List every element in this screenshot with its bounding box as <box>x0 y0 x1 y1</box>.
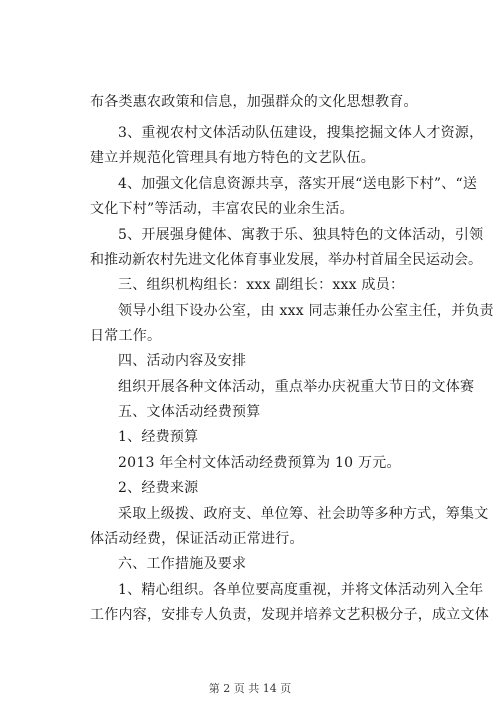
paragraph-line: 5、开展强身健体、寓教于乐、独具特色的文体活动，引领 <box>118 227 484 243</box>
paragraph-line: 体活动经费，保证活动正常进行。 <box>90 531 304 547</box>
paragraph-line: 采取上级拨、政府支、单位筹、社会助等多种方式，筹集文 <box>118 506 489 522</box>
paragraph-line: 文化下村”等活动，丰富农民的业余生活。 <box>90 201 354 217</box>
paragraph-line: 布各类惠农政策和信息，加强群众的文化思想教育。 <box>90 94 418 110</box>
paragraph-line: 工作内容，安排专人负责，发现并培养文艺积极分子，成立文体 <box>90 607 489 623</box>
paragraph-line: 建立并规范化管理具有地方特色的文艺队伍。 <box>90 150 375 166</box>
section-heading: 三、组织机构组长：xxx 副组长：xxx 成员： <box>118 277 405 293</box>
section-heading: 六、工作措施及要求 <box>118 556 247 572</box>
section-heading: 五、文体活动经费预算 <box>118 404 261 420</box>
page-number-footer: 第 2 页 共 14 页 <box>208 682 292 695</box>
paragraph-line: 3、重视农村文体活动队伍建设，搜集挖掘文体人才资源， <box>118 125 484 141</box>
paragraph-line: 4、加强文化信息资源共享，落实开展“送电影下村”、“送 <box>118 176 478 192</box>
paragraph-line: 日常工作。 <box>90 328 162 344</box>
section-heading: 2、经费来源 <box>118 480 199 496</box>
section-heading: 四、活动内容及安排 <box>118 353 247 369</box>
paragraph-line: 2013 年全村文体活动经费预算为 10 万元。 <box>118 455 401 471</box>
paragraph-line: 领导小组下设办公室，由 xxx 同志兼任办公室主任，并负责 <box>118 303 494 319</box>
paragraph-line: 组织开展各种文体活动，重点举办庆祝重大节日的文体赛 <box>118 379 475 395</box>
paragraph-line: 和推动新农村先进文化体育事业发展，举办村首届全民运动会。 <box>90 252 482 268</box>
paragraph-line: 1、精心组织。各单位要高度重视，并将文体活动列入全年 <box>118 582 484 598</box>
section-heading: 1、经费预算 <box>118 429 199 445</box>
